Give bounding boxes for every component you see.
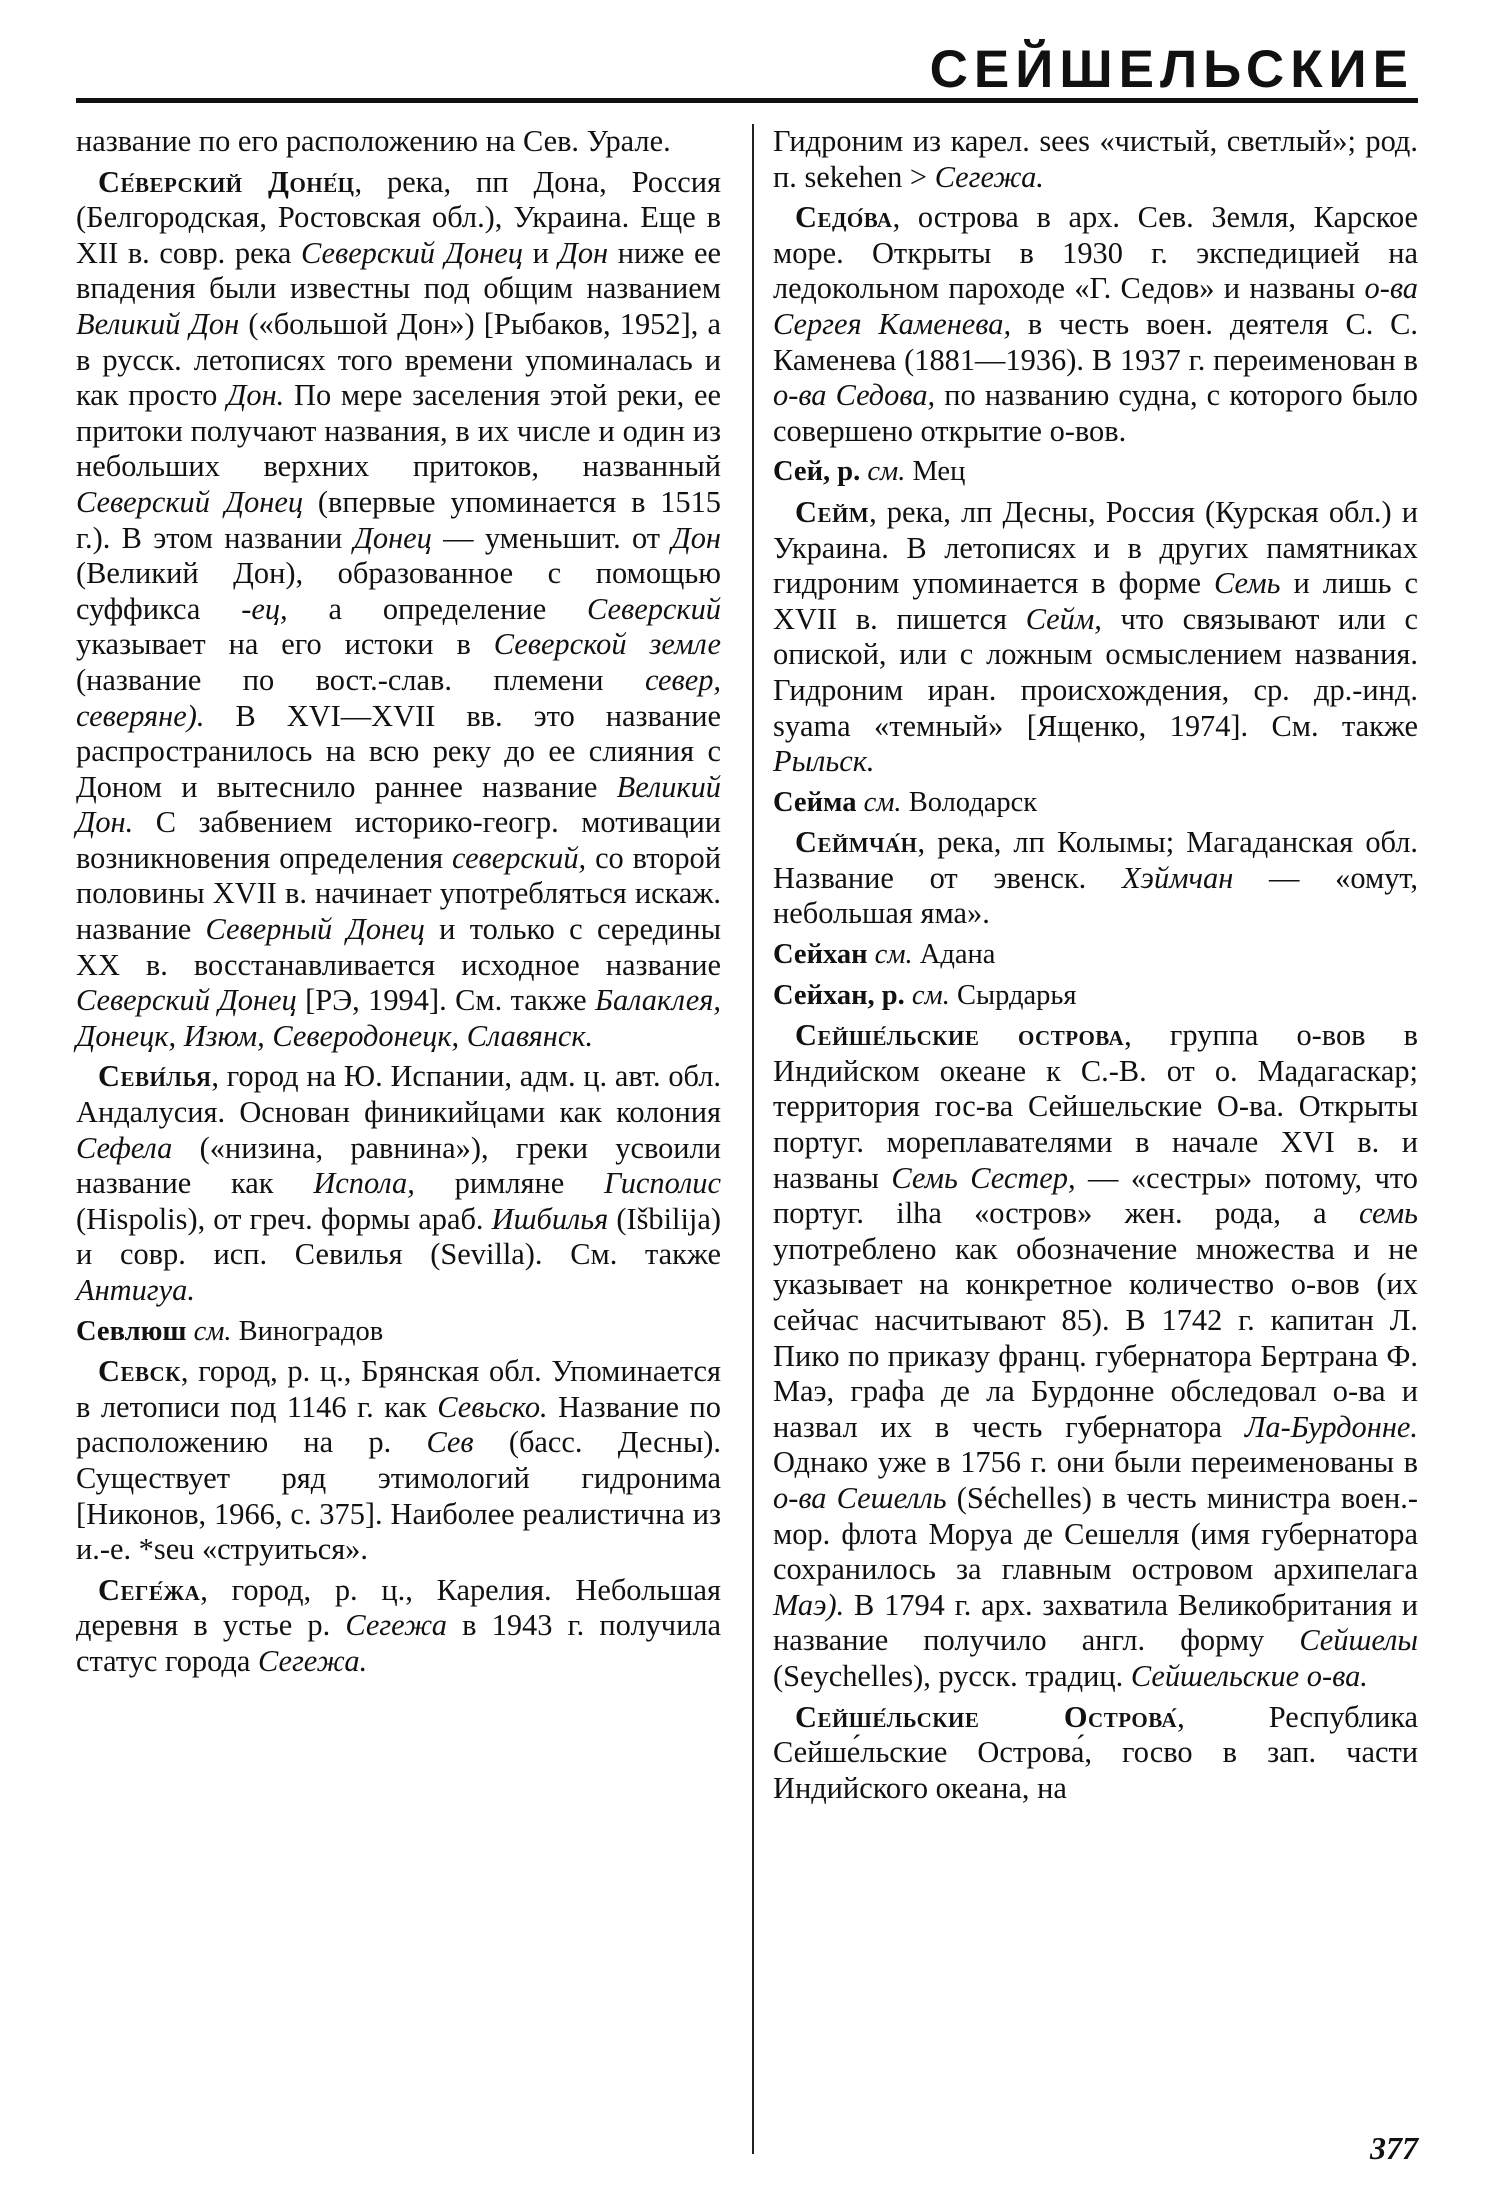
entry-sedova: Седо́ва, острова в арх. Сев. Земля, Карское море. Открыты в 1930 г. экспедицией на ледокольном пароходе «Г. Седов» и названы о-ва Сергея Каменева, в честь воен. деятеля С. С. Каменева (1881—1936). В 1937 г. переименован в о-ва Седова, по названию судна, с которого было совершено открытие о-вов. (773, 200, 1418, 448)
entry-seymchan: Сеймча́н, река, лп Колымы; Магаданская обл. Название от эвенск. Хэймчан — «омут, небольшая яма». (773, 825, 1418, 931)
cross-ref-seyhan-r: Сейхан, р. см. Сырдарья (773, 979, 1077, 1011)
running-head: СЕЙШЕЛЬСКИЕ (929, 40, 1414, 99)
entry-continuation: Гидроним из карел. sees «чистый, светлый»; род. п. sekehen > Сегежа. (773, 124, 1418, 194)
entry-seversky-donets: Се́верский Доне́ц, река, пп Дона, Россия (Белгородская, Ростовская обл.), Украина. Еще в XII в. совр. река Северский Донец и Дон ниже ее впадения были известны под общим названием Великий Дон («большой Дон») [Рыбаков, 1952], а в русск. летописях того времени упоминалась и как просто Дон. По мере заселения этой реки, ее притоки получают названия, в их числе и один из небольших верхних притоков, названный Северский Донец (впервые упоминается в 1515 г.). В этом названии Донец — уменьшит. от Дон (Великий Дон), образованное с помощью суффикса -ец, а определение Северский указывает на его истоки в Северской земле (название по вост.-слав. племени север, северяне). В XVI—XVII вв. это название распространилось на всю реку до ее слияния с Доном и вытеснило раннее название Великий Дон. С забвением историко-геогр. мотивации возникновения определения северский, со второй половины XVII в. начинает употребляться искаж. название Северный Донец и только с середины XX в. восстанавливается исходное название Северский Донец [РЭ, 1994]. См. также Балаклея, Донецк, Изюм, Северодонецк, Славянск. (76, 164, 722, 1053)
entry-continuation: название по его расположению на Сев. Урале. (76, 124, 671, 158)
headword: Сейм (795, 494, 870, 529)
entry-seychelles-islands: Сейше́льские острова, группа о-вов в Индийском океане к С.-В. от о. Мадагаскар; территория гос-ва Сейшельские О-ва. Открыты португ. мореплавателями в начале XVI в. и названы Семь Сестер, — «сестры» потому, что португ. ilha «остров» жен. рода, а семь употреблено как обозначение множества и не указывает на конкретное количество о-вов (их сейчас насчитывают 85). В 1742 г. капитан Л. Пико по приказу франц. губернатора Бертрана Ф. Маэ, графа де ла Бурдонне обследовал о-ва и назвал их в честь губернатора Ла-Бурдонне. Однако уже в 1756 г. они были переименованы в о-ва Сешелль (Séchelles) в честь министра воен.-мор. флота Моруа де Сешелля (имя губернатора сохранилось за главным островом архипелага Маэ). В 1794 г. арх. захватила Великобритания и название получило англ. форму Сейшелы (Seychelles), русск. традиц. Сейшельские о-ва. (773, 1018, 1418, 1693)
cross-ref-seyma: Сейма см. Володарск (773, 786, 1038, 818)
headword: Севск (98, 1354, 181, 1389)
right-column (773, 124, 1418, 1811)
entry-sevsk: Севск, город, р. ц., Брянская обл. Упоминается в летописи под 1146 г. как Севьско. Название по расположению на р. Сев (басс. Десны). Существует ряд этимологий гидронима [Никонов, 1966, с. 375]. Наиболее реалистична из и.-е. *seu «струиться». (76, 1354, 721, 1567)
headword: Севи́лья (98, 1059, 212, 1094)
cross-ref-sevlyush: Севлюш см. Виноградов (76, 1315, 384, 1347)
entry-seychelles-republic: Сейше́льские Острова́, Республика Сейше́льские Острова́, госво в зап. части Индийского океана, на (773, 1699, 1419, 1805)
page-number: 377 (1370, 2130, 1418, 2166)
column-divider (752, 124, 754, 2154)
entry-seym: Сейм, река, лп Десны, Россия (Курская обл.) и Украина. В летописях и в других памятниках гидроним упоминается в форме Семь и лишь с XVII в. пишется Сейм, что связывают или с опиской, или с ложным осмыслением названия. Гидроним иран. происхождения, ср. др.-инд. syama «темный» [Ященко, 1974]. См. также Рыльск. (773, 494, 1418, 779)
headword: Сеге́жа (98, 1572, 201, 1607)
headword: Сеймча́н (795, 825, 918, 860)
left-column (76, 124, 721, 1685)
headword: Сейше́льские Острова́ (795, 1699, 1178, 1734)
entry-segezha: Сеге́жа, город, р. ц., Карелия. Небольшая деревня в устье р. Сегежа в 1943 г. получила статус города Сегежа. (76, 1572, 722, 1678)
headword: Сейше́льские острова (795, 1018, 1125, 1053)
headword: Се́верский Доне́ц (98, 164, 355, 199)
cross-ref-seyhan: Сейхан см. Адана (773, 939, 996, 971)
page-header (76, 38, 1418, 103)
headword: Седо́ва (795, 200, 893, 235)
entry-sevilya: Севи́лья, город на Ю. Испании, адм. ц. авт. обл. Андалусия. Основан финикийцами как колония Сефела («низина, равнина»), греки усвоили название как Испола, римляне Гисполис (Hispolis), от греч. формы араб. Ишбилья (Išbilija) и совр. исп. Севилья (Sevilla). См. также Антигуа. (76, 1059, 721, 1307)
cross-ref-sey-r: Сей, р. см. Мец (773, 456, 966, 488)
